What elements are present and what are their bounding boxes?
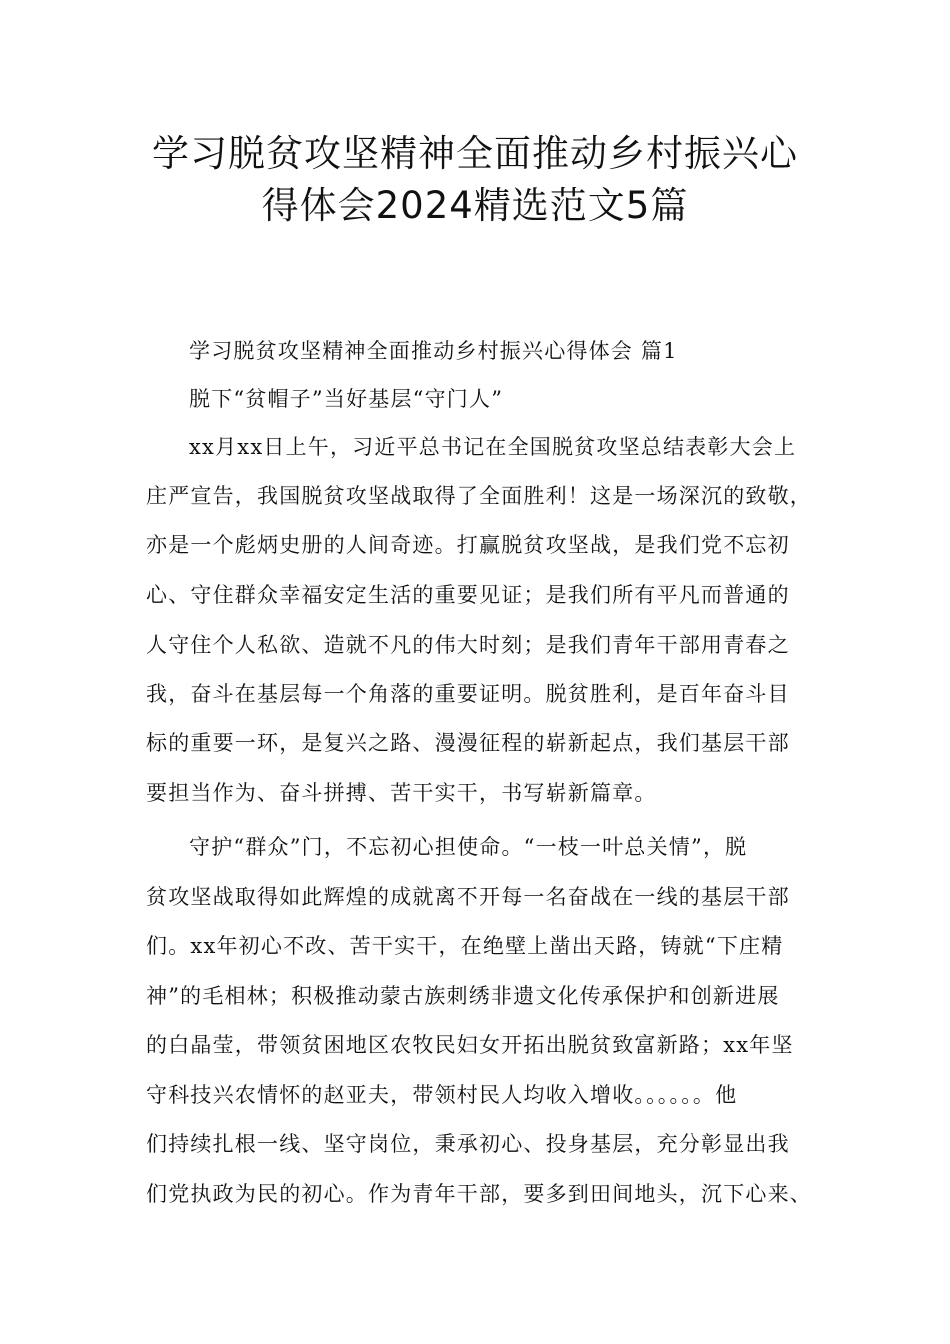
paragraph-1-line: xx月xx日上午，习近平总书记在全国脱贫攻坚总结表彰大会上 (189, 435, 797, 459)
subheading: 脱下“贫帽子”当好基层“守门人” (189, 387, 504, 411)
document-title-line-2: 得体会2024精选范文5篇 (261, 184, 689, 227)
paragraph-1-line: 人守住个人私欲、造就不凡的伟大时刻；是我们青年干部用青春之 (146, 633, 790, 657)
paragraph-2-line: 们。xx年初心不改、苦干实干，在绝壁上凿出天路，铸就“下庄精 (146, 934, 784, 958)
paragraph-1-line: 亦是一个彪炳史册的人间奇迹。打赢脱贫攻坚战，是我们党不忘初 (146, 533, 790, 557)
paragraph-2-line: 神”的毛相林；积极推动蒙古族刺绣非遗文化传承保护和创新进展 (146, 984, 780, 1008)
paragraph-2-line: 的白晶莹，带领贫困地区农牧民妇女开拓出脱贫致富新路；xx年坚 (146, 1033, 794, 1057)
paragraph-1-line: 要担当作为、奋斗拼搏、苦干实干，书写崭新篇章。 (146, 781, 657, 805)
paragraph-2-line: 守护“群众”门，不忘初心担使命。“一枝一叶总关情”，脱 (189, 835, 748, 859)
paragraph-1-line: 我，奋斗在基层每一个角落的重要证明。脱贫胜利，是百年奋斗目 (146, 682, 790, 706)
section-heading: 学习脱贫攻坚精神全面推动乡村振兴心得体会 篇1 (189, 339, 678, 363)
document-title-line-1: 学习脱贫攻坚精神全面推动乡村振兴心 (152, 132, 798, 175)
paragraph-2-line: 守科技兴农情怀的赵亚夫，带领村民人均收入增收。。。。。。他 (146, 1083, 738, 1107)
paragraph-1-line: 标的重要一环，是复兴之路、漫漫征程的崭新起点，我们基层干部 (146, 731, 790, 755)
paragraph-2-line: 贫攻坚战取得如此辉煌的成就离不开每一名奋战在一线的基层干部 (146, 885, 790, 909)
paragraph-2-line: 们持续扎根一线、坚守岗位，秉承初心、投身基层，充分彰显出我 (146, 1132, 790, 1156)
paragraph-2-line: 们党执政为民的初心。作为青年干部，要多到田间地头，沉下心来、 (146, 1182, 812, 1206)
paragraph-1-line: 心、守住群众幸福安定生活的重要见证；是我们所有平凡而普通的 (146, 583, 790, 607)
paragraph-1-line: 庄严宣告，我国脱贫攻坚战取得了全面胜利！这是一场深沉的致敬， (146, 484, 812, 508)
